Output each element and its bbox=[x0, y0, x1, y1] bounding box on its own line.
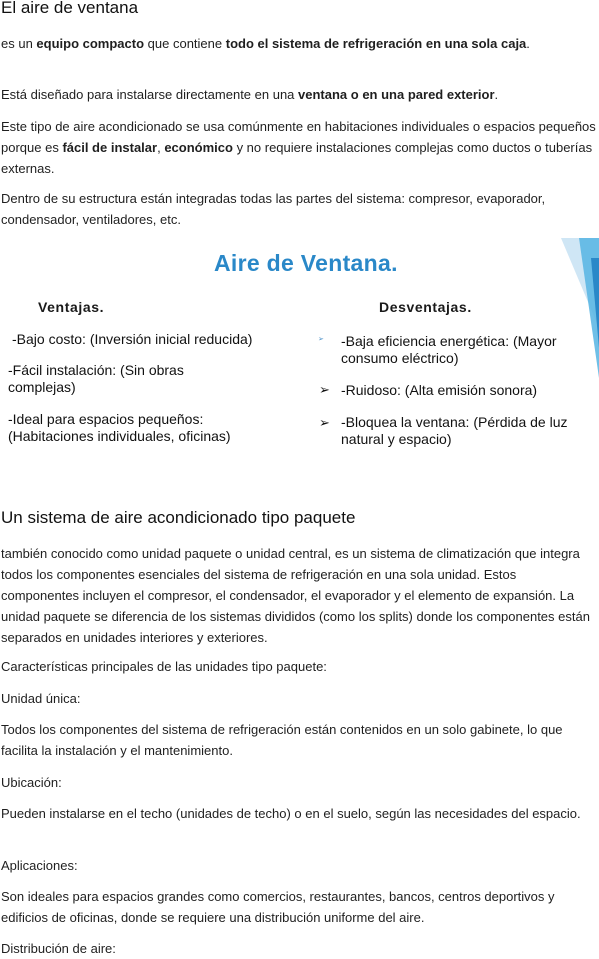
paragraph-installation: Está diseñado para instalarse directamente en una ventana o en una pared exterior. bbox=[1, 87, 499, 102]
paragraph-applications-heading: Aplicaciones: bbox=[1, 858, 78, 873]
disadvantage-item: -Bloquea la ventana: (Pérdida de luz natural y espacio) bbox=[341, 414, 568, 447]
paragraph-package-definition: también conocido como unidad paquete o unidad central, es un sistema de climatización que integra todos los componentes esenciales del sistema de refrigeración en una sola unidad. Estos componentes incluyen el compresor, el condensador, el evaporador y el elemento de expansión. La unidad paquete se diferencia de los sistemas divididos (como los splits) donde los componentes están separados en unidades interiores y exteriores. bbox=[1, 546, 590, 645]
section-title-window-ac: El aire de ventana bbox=[1, 0, 139, 17]
arrow-bullet-icon: ➢ bbox=[319, 415, 330, 430]
arrow-bullet-icon: ➢ bbox=[318, 336, 324, 343]
paragraph-air-distribution-heading: Distribución de aire: bbox=[1, 941, 116, 956]
window-ac-figure bbox=[0, 238, 599, 452]
paragraph-usage: Este tipo de aire acondicionado se usa comúnmente en habitaciones individuales o espacios pequeños porque es fácil de instalar, económico y no requiere instalaciones complejas como ductos o tuberías externas. bbox=[1, 119, 596, 176]
disadvantage-item: -Baja eficiencia energética: (Mayor consumo eléctrico) bbox=[341, 333, 557, 366]
arrow-bullet-icon: ➢ bbox=[319, 382, 330, 397]
paragraph-applications: Son ideales para espacios grandes como comercios, restaurantes, bancos, centros deportivos y edificios de oficinas, donde se requiere una distribución uniforme del aire. bbox=[1, 889, 555, 925]
advantage-item: -Fácil instalación: (Sin obras complejas) bbox=[8, 362, 184, 395]
paragraph-characteristics-heading: Características principales de las unidades tipo paquete: bbox=[1, 659, 327, 674]
paragraph-structure: Dentro de su estructura están integradas todas las partes del sistema: compresor, evaporador, condensador, ventiladores, etc. bbox=[1, 191, 546, 227]
disadvantage-item: -Ruidoso: (Alta emisión sonora) bbox=[341, 382, 538, 398]
section-title-package-unit: Un sistema de aire acondicionado tipo paquete bbox=[1, 508, 356, 527]
figure-title: Aire de Ventana. bbox=[214, 250, 398, 276]
paragraph-compact-unit: es un equipo compacto que contiene todo el sistema de refrigeración en una sola caja. bbox=[1, 36, 530, 51]
advantage-item: -Bajo costo: (Inversión inicial reducida) bbox=[12, 331, 253, 347]
disadvantages-header: Desventajas. bbox=[379, 299, 472, 315]
advantage-item: -Ideal para espacios pequeños: (Habitaciones individuales, oficinas) bbox=[8, 411, 231, 444]
advantages-header: Ventajas. bbox=[38, 299, 105, 315]
paragraph-location-heading: Ubicación: bbox=[1, 775, 62, 790]
paragraph-single-unit-heading: Unidad única: bbox=[1, 691, 81, 706]
paragraph-single-unit: Todos los componentes del sistema de refrigeración están contenidos en un solo gabinete, lo que facilita la instalación y el mantenimiento. bbox=[1, 722, 563, 758]
paragraph-location: Pueden instalarse en el techo (unidades de techo) o en el suelo, según las necesidades del espacio. bbox=[1, 806, 581, 821]
